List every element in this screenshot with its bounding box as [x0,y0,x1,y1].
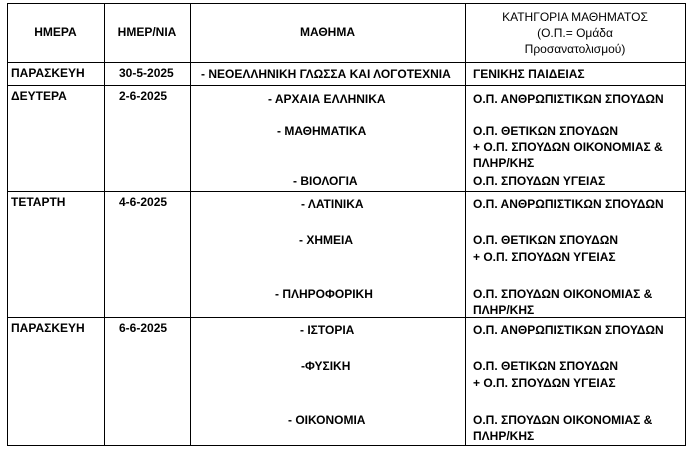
grid-line [7,3,686,4]
row-category: + Ο.Π. ΣΠΟΥΔΩΝ ΟΙΚΟΝΟΜΙΑΣ & [473,140,663,154]
row-date: 30-5-2025 [119,66,174,80]
row-subject: - ΜΑΘΗΜΑΤΙΚΑ [277,124,367,138]
row-category: Ο.Π. ΣΠΟΥΔΩΝ ΥΓΕΙΑΣ [473,174,606,188]
row-subject: - ΒΙΟΛΟΓΙΑ [293,174,358,188]
row-day: ΔΕΥΤΕΡΑ [11,89,67,103]
row-category: + Ο.Π. ΣΠΟΥΔΩΝ ΥΓΕΙΑΣ [473,376,616,390]
row-category: ΠΛΗΡ/ΚΗΣ [473,303,535,317]
row-category: Ο.Π. ΘΕΤΙΚΩΝ ΣΠΟΥΔΩΝ [473,233,618,247]
row-category: Ο.Π. ΘΕΤΙΚΩΝ ΣΠΟΥΔΩΝ [473,124,618,138]
row-category: Ο.Π. ΣΠΟΥΔΩΝ ΟΙΚΟΝΟΜΙΑΣ & [473,413,653,427]
row-day: ΠΑΡΑΣΚΕΥΗ [11,66,85,80]
row-category: Ο.Π. ΑΝΘΡΩΠΙΣΤΙΚΩΝ ΣΠΟΥΔΩΝ [473,197,664,211]
grid-line [7,85,686,86]
row-subject: - ΑΡΧΑΙΑ ΕΛΛΗΝΙΚΑ [268,92,386,106]
row-category: Ο.Π. ΑΝΘΡΩΠΙΣΤΙΚΩΝ ΣΠΟΥΔΩΝ [473,92,664,106]
header-category-line2: (Ο.Π.= Ομάδα [537,26,613,40]
row-category: ΓΕΝΙΚΗΣ ΠΑΙΔΕΙΑΣ [473,67,585,81]
row-date: 2-6-2025 [119,89,168,103]
row-day: ΤΕΤΑΡΤΗ [11,195,66,209]
row-date: 4-6-2025 [119,195,168,209]
exam-schedule-table [7,3,686,446]
row-subject: - ΟΙΚΟΝΟΜΙΑ [288,413,366,427]
grid-line [7,191,686,192]
row-category: ΠΛΗΡ/ΚΗΣ [473,429,535,443]
grid-line [7,317,686,318]
row-category: Ο.Π. ΑΝΘΡΩΠΙΣΤΙΚΩΝ ΣΠΟΥΔΩΝ [473,323,664,337]
grid-line [7,62,686,63]
grid-line [7,3,8,446]
header-category-line1: ΚΑΤΗΓΟΡΙΑ ΜΑΘΗΜΑΤΟΣ [502,10,648,24]
grid-line [685,3,686,446]
row-category: Ο.Π. ΘΕΤΙΚΩΝ ΣΠΟΥΔΩΝ [473,359,618,373]
header-date: ΗΜΕΡ/ΝΙΑ [117,25,177,39]
header-subject: ΜΑΘΗΜΑ [299,25,355,39]
grid-line [7,445,686,446]
row-category: + Ο.Π. ΣΠΟΥΔΩΝ ΥΓΕΙΑΣ [473,250,616,264]
header-day: ΗΜΕΡΑ [34,25,77,39]
row-subject: - ΠΛΗΡΟΦΟΡΙΚΗ [275,287,373,301]
row-subject: -ΦΥΣΙΚΗ [301,359,351,373]
row-category: ΠΛΗΡ/ΚΗΣ [473,156,535,170]
header-category-line3: Προσανατολισμού) [524,42,626,56]
grid-line [190,3,191,446]
row-subject: - ΝΕΟΕΛΛΗΝΙΚΗ ΓΛΩΣΣΑ ΚΑΙ ΛΟΓΟΤΕΧΝΙΑ [201,67,451,81]
row-date: 6-6-2025 [119,321,168,335]
grid-line [104,3,105,446]
row-subject: - ΛΑΤΙΝΙΚΑ [301,197,364,211]
row-category: Ο.Π. ΣΠΟΥΔΩΝ ΟΙΚΟΝΟΜΙΑΣ & [473,287,653,301]
grid-line [465,3,466,446]
row-day: ΠΑΡΑΣΚΕΥΗ [11,321,85,335]
row-subject: - ΧΗΜΕΙΑ [299,233,353,247]
row-subject: - ΙΣΤΟΡΙΑ [300,323,355,337]
